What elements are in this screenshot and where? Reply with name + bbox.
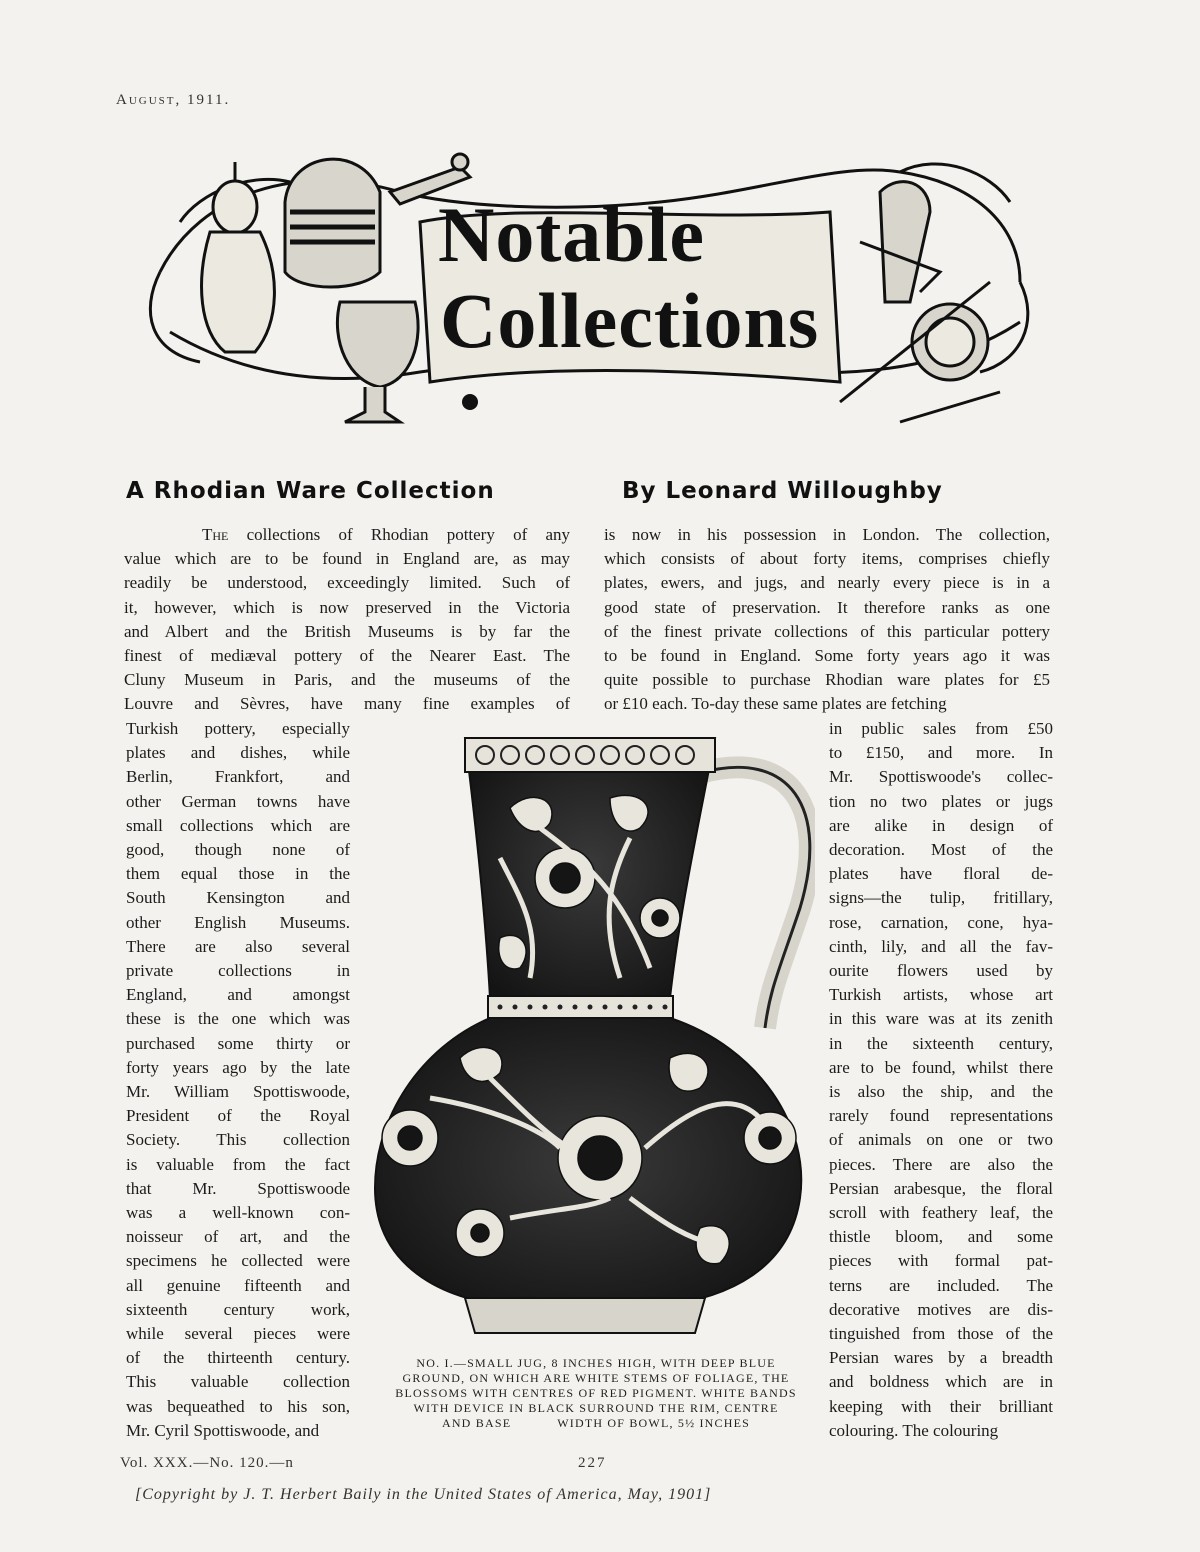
text-line: noisseur of art, and the <box>126 1227 350 1247</box>
text-line: South Kensington and <box>126 888 350 908</box>
text-line: keeping with their brilliant <box>829 1396 1053 1416</box>
text-line: finest of mediæval pottery of the Nearer East. The <box>124 646 570 666</box>
text-line: sixteenth century work, <box>126 1299 350 1319</box>
caption-line-start: AND BASE <box>441 1416 512 1430</box>
text-line: plates and dishes, while <box>126 743 350 763</box>
text-line: Berlin, Frankfort, and <box>126 767 350 787</box>
text-line: pieces with formal pat- <box>829 1251 1053 1271</box>
text-line: it, however, which is now preserved in the Victoria <box>124 597 570 617</box>
issue-date: August, 1911. <box>116 92 231 108</box>
text-line: Mr. William Spottiswoode, <box>126 1082 350 1102</box>
text-line: is valuable from the fact <box>126 1154 350 1174</box>
text-line: value which are to be found in England are, as may <box>124 549 570 569</box>
text-line: specimens he collected were <box>126 1251 350 1271</box>
header-title-line2: Collections <box>440 277 820 364</box>
text-line: them equal those in the <box>126 864 350 884</box>
text-line: colouring. The colouring <box>829 1420 999 1440</box>
text-line: other German towns have <box>126 791 350 811</box>
text-line: Mr. Spottiswoode's collec- <box>829 767 1053 787</box>
text-line: tinguished from those of the <box>829 1324 1053 1344</box>
text-line: This valuable collection <box>126 1372 350 1392</box>
text-line: in public sales from £50 <box>829 719 1053 738</box>
caption-line-end: WIDTH OF BOWL, 5½ INCHES <box>557 1416 751 1430</box>
text-line: Society. This collection <box>126 1130 350 1150</box>
text-line: purchased some thirty or <box>126 1033 350 1053</box>
page-number: 227 <box>578 1455 607 1471</box>
text-line: and Albert and the British Museums is by far the <box>124 621 570 641</box>
text-line: is now in his possession in London. The collection, <box>604 525 1050 544</box>
article-title: A Rhodian Ware Collection <box>126 478 495 504</box>
text-line: in the sixteenth century, <box>829 1033 1053 1053</box>
text-line: President of the Royal <box>126 1106 350 1126</box>
text-line: readily be understood, exceedingly limited. Such of <box>124 573 570 593</box>
text-line: Mr. Cyril Spottiswoode, and <box>126 1420 320 1440</box>
jug-photograph <box>370 728 815 1343</box>
text-line: private collections in <box>126 961 350 981</box>
first-line-text: collections of Rhodian pottery of any <box>228 525 570 544</box>
text-line: Persian wares by a breadth <box>829 1348 1053 1368</box>
text-line: to £150, and more. In <box>829 743 1053 763</box>
text-line: these is the one which was <box>126 1009 350 1029</box>
text-line: ourite flowers used by <box>829 961 1053 981</box>
figure-caption <box>378 1356 814 1431</box>
left-column-narrow <box>126 717 350 1443</box>
copyright-notice: [Copyright by J. T. Herbert Baily in the United States of America, May, 1901] <box>135 1486 712 1503</box>
text-line: was bequeathed to his son, <box>126 1396 350 1416</box>
drop-word: The <box>202 525 229 544</box>
text-line: of the finest private collections of this particular pottery <box>604 621 1050 641</box>
text-line: pieces. There are also the <box>829 1154 1053 1174</box>
helmet-icon <box>285 159 380 287</box>
text-line: good state of preservation. It therefore ranks as one <box>604 597 1050 617</box>
text-line: decoration. Most of the <box>829 840 1053 860</box>
text-line: Turkish pottery, especially <box>126 719 350 738</box>
text-line: plates have floral de- <box>829 864 1053 884</box>
text-line: are alike in design of <box>829 815 1053 835</box>
text-line: of animals on one or two <box>829 1130 1053 1150</box>
text-line: is also the ship, and the <box>829 1082 1053 1102</box>
text-line: Cluny Museum in Paris, and the museums of the <box>124 670 570 690</box>
text-line: plates, ewers, and jugs, and nearly every piece is in a <box>604 573 1050 593</box>
volume-number: Vol. XXX.—No. 120.—n <box>120 1455 294 1471</box>
text-line: Louvre and Sèvres, have many fine examples of <box>124 694 570 714</box>
text-line: terns are included. The <box>829 1275 1053 1295</box>
text-line: scroll with feathery leaf, the <box>829 1203 1053 1223</box>
text-line: rarely found representations <box>829 1106 1053 1126</box>
right-column-narrow <box>829 717 1053 1443</box>
caption-line: BLOSSOMS WITH CENTRES OF RED PIGMENT. WHITE BANDS <box>395 1386 797 1400</box>
text-line: tion no two plates or jugs <box>829 791 1053 811</box>
caption-line: NO. I.—SMALL JUG, 8 INCHES HIGH, WITH DEEP BLUE <box>416 1356 776 1370</box>
left-column-wide <box>124 523 570 717</box>
text-line: decorative motives are dis- <box>829 1299 1053 1319</box>
text-line: that Mr. Spottiswoode <box>126 1178 350 1198</box>
text-line: in this ware was at its zenith <box>829 1009 1053 1029</box>
text-line: or £10 each. To-day these same plates are fetching <box>604 694 947 714</box>
text-line: Persian arabesque, the floral <box>829 1178 1053 1198</box>
header-title-line1: Notable <box>438 191 705 278</box>
caption-line <box>378 1416 814 1431</box>
text-line: England, and amongst <box>126 985 350 1005</box>
text-line: good, though none of <box>126 840 350 860</box>
text-line: other English Museums. <box>126 912 350 932</box>
text-line: forty years ago by the late <box>126 1057 350 1077</box>
text-line: thistle bloom, and some <box>829 1227 1053 1247</box>
text-line: quite possible to purchase Rhodian ware plates for £5 <box>604 670 1050 690</box>
text-line: signs—the tulip, fritillary, <box>829 888 1053 908</box>
text-line: small collections which are <box>126 815 350 835</box>
text-line: rose, carnation, cone, hya- <box>829 912 1053 932</box>
urn-icon <box>337 302 418 422</box>
text-line: and boldness which are in <box>829 1372 1053 1392</box>
article-byline: By Leonard Willoughby <box>622 478 943 504</box>
text-line: of the thirteenth century. <box>126 1348 350 1368</box>
text-line: all genuine fifteenth and <box>126 1275 350 1295</box>
right-column-wide <box>604 523 1050 717</box>
caption-line: GROUND, ON WHICH ARE WHITE STEMS OF FOLIAGE, THE <box>402 1371 790 1385</box>
text-line: There are also several <box>126 936 350 956</box>
text-line: are to be found, whilst there <box>829 1057 1053 1077</box>
caption-line: WITH DEVICE IN BLACK SURROUND THE RIM, CENTRE <box>413 1401 779 1415</box>
instruments-icon <box>840 182 1000 422</box>
text-line: which consists of about forty items, comprises chiefly <box>604 549 1050 569</box>
buddha-figure-icon <box>202 162 275 352</box>
text-line: was a well-known con- <box>126 1203 350 1223</box>
text-line: to be found in England. Some forty years ago it was <box>604 646 1050 666</box>
text-line: while several pieces were <box>126 1324 350 1344</box>
first-line <box>124 523 570 547</box>
text-line: cinth, lily, and all the fav- <box>829 936 1053 956</box>
text-line: Turkish artists, whose art <box>829 985 1053 1005</box>
